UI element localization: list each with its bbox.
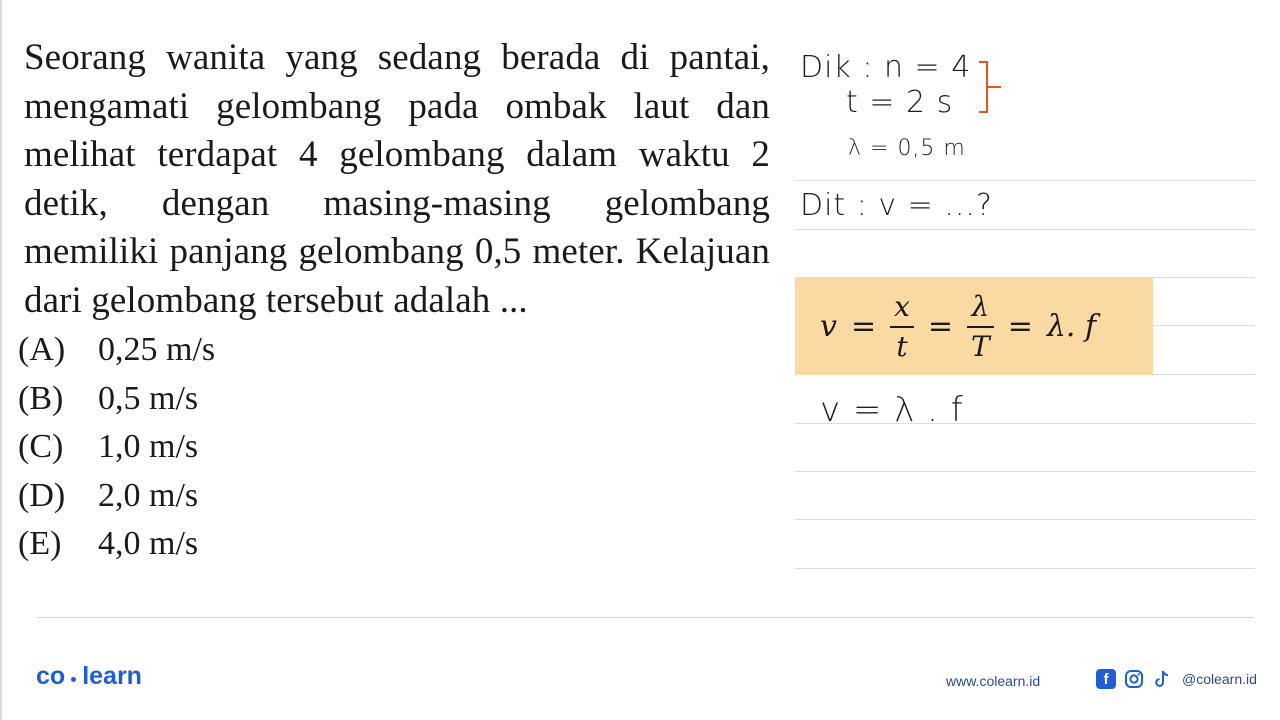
option-value: 2,0 m/s (98, 476, 199, 514)
note-known-n: Dik : n = 4 (800, 50, 972, 85)
formula-fraction-xt (890, 292, 914, 361)
note-working: v = λ . f (820, 390, 964, 430)
option-value: 0,25 m/s (98, 331, 216, 369)
option-d (18, 472, 215, 521)
formula-fraction-lambda-t (967, 292, 994, 361)
option-value: 0,5 m/s (98, 379, 199, 417)
option-c (18, 423, 215, 472)
colearn-logo (36, 662, 142, 691)
answer-options (18, 326, 215, 569)
fraction-numerator: λ (971, 290, 990, 324)
ruled-line (795, 180, 1255, 181)
option-letter: (B) (18, 379, 64, 417)
option-letter: (E) (18, 525, 62, 563)
social-links (1096, 669, 1257, 689)
option-b (18, 375, 215, 424)
ruled-line (795, 519, 1255, 520)
website-link[interactable]: www.colearn.id (946, 673, 1041, 689)
formula-equals: = (927, 309, 954, 344)
question-text: Seorang wanita yang sedang berada di pantai, mengamati gelombang pada ombak laut dan melihat terdapat 4 gelombang dalam waktu 2 detik, dengan masing-masing gelombang memiliki panjang gelombang 0,5 meter. Kelajuan dari gelombang tersebut adalah ... (24, 37, 770, 321)
fraction-denominator: t (896, 329, 908, 363)
fraction-bar (890, 326, 914, 328)
note-asked: Dit : v = ...? (800, 188, 993, 223)
ruled-line (795, 568, 1255, 569)
note-known-t: t = 2 s (846, 85, 954, 120)
question-text-block (24, 34, 770, 325)
note-known-lambda: λ = 0,5 m (848, 136, 966, 161)
option-a (18, 326, 215, 375)
instagram-icon[interactable] (1124, 669, 1144, 689)
logo-part-co: co (36, 662, 66, 690)
option-value: 1,0 m/s (98, 428, 199, 466)
footer-divider (36, 617, 1254, 618)
fraction-bar (967, 326, 994, 328)
tiktok-icon[interactable] (1152, 669, 1172, 689)
fraction-numerator: x (894, 290, 910, 324)
formula-lhs: v (820, 309, 837, 344)
facebook-icon[interactable]: f (1096, 669, 1116, 689)
ruled-line (795, 471, 1255, 472)
formula (820, 284, 1096, 369)
option-value: 4,0 m/s (98, 525, 199, 563)
option-e (18, 520, 215, 569)
social-handle[interactable]: @colearn.id (1182, 671, 1257, 687)
option-letter: (A) (18, 331, 66, 369)
formula-equals: = (850, 309, 877, 344)
logo-dot-icon (71, 677, 76, 682)
bracket-mark-icon (975, 58, 1005, 116)
formula-equals: = (1007, 309, 1033, 344)
option-letter: (C) (18, 428, 64, 466)
ruled-line (795, 229, 1255, 230)
fraction-denominator: T (971, 329, 990, 363)
option-letter: (D) (18, 476, 66, 514)
logo-part-learn: learn (82, 662, 142, 690)
formula-rhs: λ. f (1046, 309, 1097, 344)
